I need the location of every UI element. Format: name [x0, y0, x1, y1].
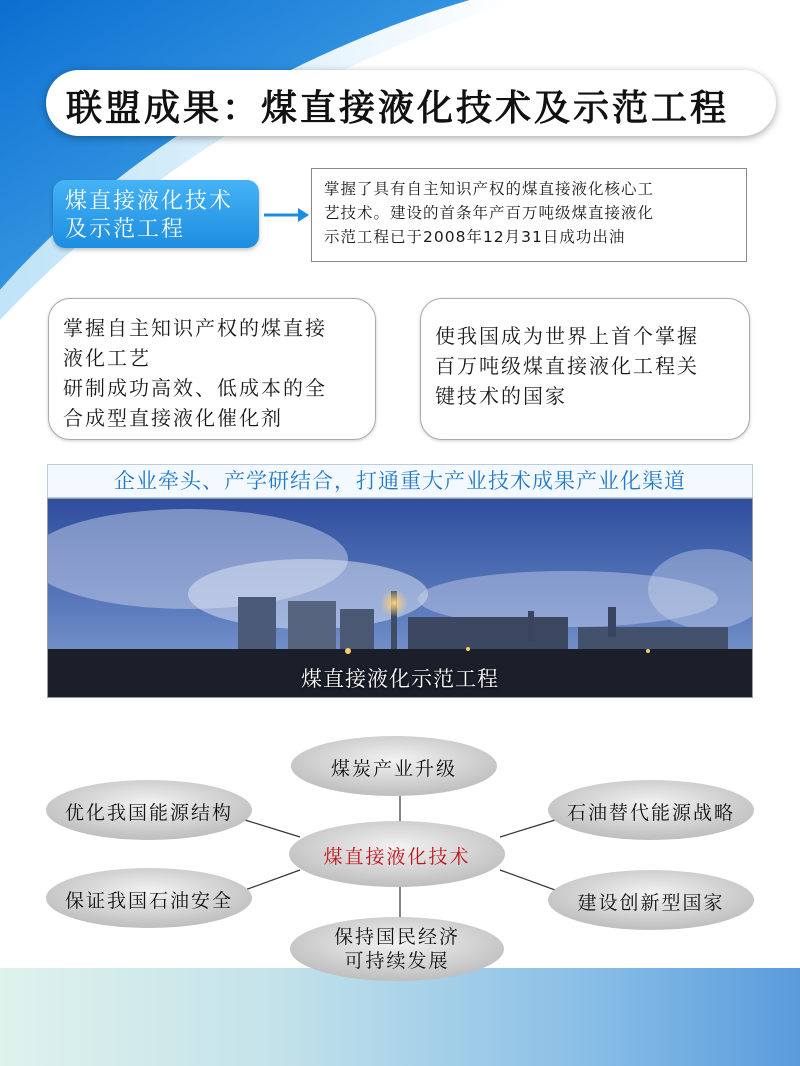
- box-line: 研制成功高效、低成本的全: [63, 376, 327, 400]
- topic-label: [53, 180, 259, 248]
- photo-caption: 煤直接液化示范工程: [301, 667, 499, 691]
- box-line: 使我国成为世界上首个掌握: [435, 324, 699, 348]
- achievement-box-left: [48, 298, 376, 440]
- diagram-node-lower-right: 建设创新型国家: [577, 892, 725, 914]
- right-arrow-icon: [262, 205, 310, 225]
- box-line: 液化工艺: [63, 346, 151, 370]
- description-line: 艺技术。建设的首条年产百万吨级煤直接液化: [324, 204, 655, 222]
- description-box: [311, 168, 747, 262]
- diagram-node-top: 煤炭产业升级: [330, 758, 457, 780]
- slogan-banner: 企业牵头、产学研结合，打通重大产业技术成果产业化渠道: [47, 464, 753, 498]
- box-line: 掌握自主知识产权的煤直接: [63, 316, 327, 340]
- diagram-node-upper-left: 优化我国能源结构: [64, 802, 233, 824]
- topic-label-line: 及示范工程: [65, 217, 186, 242]
- box-line: 合成型直接液化催化剂: [63, 406, 283, 430]
- achievement-box-right: [420, 298, 750, 440]
- page-title: 联盟成果：煤直接液化技术及示范工程: [66, 88, 730, 129]
- topic-label-line: 煤直接液化技术: [65, 189, 234, 214]
- diagram-node-center: 煤直接液化技术: [323, 846, 471, 868]
- description-line: 掌握了具有自主知识产权的煤直接液化核心工: [324, 180, 655, 198]
- diagram-node-bottom-line: 保持国民经济: [333, 926, 460, 948]
- diagram-node-lower-left: 保证我国石油安全: [64, 890, 233, 912]
- box-line: 键技术的国家: [435, 384, 567, 408]
- plant-photo: [47, 498, 753, 698]
- diagram-node-bottom-line: 可持续发展: [344, 950, 450, 972]
- box-line: 百万吨级煤直接液化工程关: [435, 354, 699, 378]
- diagram-node-upper-right: 石油替代能源战略: [566, 802, 735, 824]
- description-line: 示范工程已于2008年12月31日成功出油: [324, 228, 626, 246]
- diagram-node-bottom: [297, 925, 497, 973]
